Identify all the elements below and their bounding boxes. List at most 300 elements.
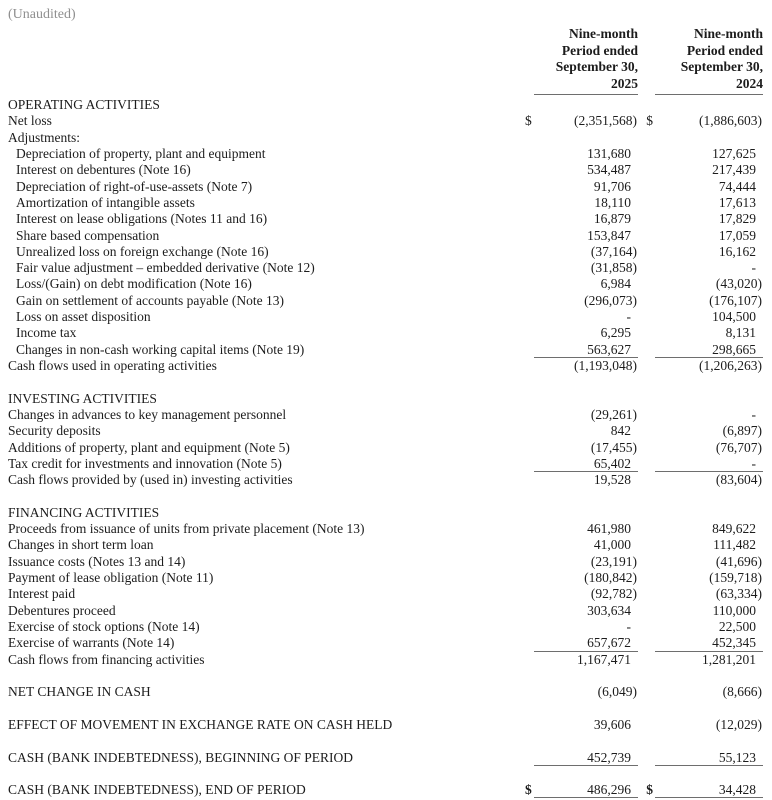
row-label: Additions of property, plant and equipment (Note 5) (8, 439, 290, 455)
value-text: (180,842) (584, 570, 637, 586)
dollar-sign-2025 (525, 211, 534, 227)
value-text: (2,351,568) (574, 113, 637, 129)
value-2024 (655, 570, 763, 586)
value-2025 (534, 342, 638, 358)
value-2025 (534, 505, 638, 521)
value-2024 (655, 146, 763, 162)
value-text: 1,281,201 (702, 651, 756, 667)
dollar-sign-2025 (525, 391, 534, 407)
column-header-line: 2024 (736, 75, 763, 91)
column-header-2024 (655, 26, 763, 95)
value-text: 1,167,471 (577, 651, 631, 667)
value-2025 (534, 244, 638, 260)
row-label: Cash flows from financing activities (8, 651, 205, 667)
dollar-sign-2025 (525, 309, 534, 325)
value-2024 (655, 391, 763, 407)
row-label: Amortization of intangible assets (16, 194, 195, 210)
table-row (8, 97, 763, 113)
table-row (8, 652, 763, 668)
row-label: CASH (BANK INDEBTEDNESS), BEGINNING OF PERIOD (8, 749, 354, 765)
value-text: (31,858) (590, 260, 637, 276)
row-label: Loss/(Gain) on debt modification (Note 16) (16, 276, 252, 292)
value-text: (176,107) (709, 292, 762, 308)
dollar-sign-2024 (638, 750, 655, 766)
value-text: - (751, 455, 756, 471)
column-header-line: Period ended (561, 42, 638, 58)
dollar-sign-2025 (525, 537, 534, 553)
dollar-sign-2025 (525, 293, 534, 309)
row-label: INVESTING ACTIVITIES (8, 390, 157, 406)
value-2024 (655, 162, 763, 178)
dollar-sign-2024 (638, 554, 655, 570)
value-2024 (655, 260, 763, 276)
spacer-row (8, 766, 763, 782)
dollar-sign-2025 (525, 162, 534, 178)
table-row (8, 293, 763, 309)
row-label: Cash flows used in operating activities (8, 358, 217, 373)
dollar-sign-2025 (525, 358, 534, 374)
dollar-sign-2024 (638, 407, 655, 423)
dollar-sign-2024 (638, 276, 655, 292)
value-2025 (534, 293, 638, 309)
dollar-sign-2025 (525, 586, 534, 602)
value-2025 (534, 391, 638, 407)
dollar-sign-2024 (638, 423, 655, 439)
value-text: (1,193,048) (574, 358, 637, 373)
dollar-sign-2024 (638, 456, 655, 472)
spacer-row (8, 489, 763, 505)
dollar-sign-2025 (525, 276, 534, 292)
row-label: Adjustments: (8, 129, 81, 145)
row-label: Share based compensation (16, 227, 160, 243)
dollar-sign-2024 (638, 146, 655, 162)
value-text: (63,334) (715, 586, 762, 602)
value-2024 (655, 619, 763, 635)
row-label: NET CHANGE IN CASH (8, 684, 151, 700)
table-row (8, 456, 763, 472)
table-row (8, 684, 763, 700)
value-text: 74,444 (718, 178, 756, 194)
dollar-sign-2025 (525, 342, 534, 358)
row-label: Net loss (8, 113, 52, 129)
value-2024 (655, 309, 763, 325)
value-text: 452,345 (712, 635, 756, 651)
row-label: FINANCING ACTIVITIES (8, 504, 160, 520)
value-2025 (534, 423, 638, 439)
table-row (8, 782, 763, 798)
value-2024 (655, 440, 763, 456)
table-row (8, 244, 763, 260)
dollar-sign-2025 (525, 130, 534, 146)
value-text: (8,666) (722, 684, 762, 700)
value-2025 (534, 554, 638, 570)
dollar-sign-2024 (638, 440, 655, 456)
value-2025 (534, 309, 638, 325)
value-text: 6,984 (600, 276, 631, 292)
value-text: - (626, 309, 631, 325)
row-label: Interest on debentures (Note 16) (16, 162, 191, 178)
value-text: (6,049) (597, 684, 637, 700)
value-text: (1,206,263) (699, 358, 762, 373)
value-2024 (655, 407, 763, 423)
dollar-sign-2025 (525, 260, 534, 276)
value-2025 (534, 603, 638, 619)
table-row (8, 179, 763, 195)
value-2024 (655, 521, 763, 537)
value-text: 17,829 (718, 211, 756, 227)
table-header (8, 26, 763, 95)
value-text: 127,625 (712, 145, 756, 161)
dollar-sign-2025 (525, 684, 534, 700)
dollar-sign-2025 (525, 750, 534, 766)
row-label: Exercise of stock options (Note 14) (8, 619, 200, 634)
value-2025 (534, 440, 638, 456)
unaudited-label: (Unaudited) (8, 7, 76, 22)
row-label: Gain on settlement of accounts payable (Note 13) (16, 292, 285, 308)
value-2025 (534, 276, 638, 292)
column-header-line: 2025 (611, 75, 638, 91)
row-label: Changes in short term loan (8, 537, 154, 553)
table-row (8, 260, 763, 276)
dollar-sign-2025 (525, 195, 534, 211)
value-2025 (534, 537, 638, 553)
dollar-sign-2024 (638, 570, 655, 586)
value-2024 (655, 537, 763, 553)
value-2025 (534, 652, 638, 668)
dollar-sign-2025 (525, 619, 534, 635)
row-label: Tax credit for investments and innovation (Note 5) (8, 455, 282, 471)
value-text: (6,897) (722, 423, 762, 439)
dollar-sign-2025: $ (525, 113, 532, 129)
dollar-sign-2024 (638, 472, 655, 488)
column-header-line: Nine-month (693, 26, 763, 41)
value-text: (12,029) (715, 716, 762, 732)
table-row (8, 635, 763, 651)
dollar-sign-2025 (525, 505, 534, 521)
table-row (8, 358, 763, 374)
dollar-sign-2024 (638, 260, 655, 276)
value-2025 (534, 113, 638, 129)
row-label: Fair value adjustment – embedded derivative (Note 12) (16, 260, 315, 276)
value-text: (43,020) (715, 276, 762, 292)
value-text: 16,879 (593, 211, 631, 227)
dollar-sign-2024 (638, 195, 655, 211)
value-2025 (534, 586, 638, 602)
dollar-sign-2025 (525, 635, 534, 651)
value-text: 486,296 (587, 782, 631, 798)
value-2024 (655, 276, 763, 292)
value-text: (1,886,603) (699, 113, 762, 129)
value-text: 657,672 (587, 635, 631, 651)
dollar-sign-2024 (638, 244, 655, 260)
table-row (8, 472, 763, 488)
row-label: Security deposits (8, 423, 101, 439)
dollar-sign-2025 (525, 179, 534, 195)
table-row (8, 717, 763, 733)
dollar-sign-2025: $ (525, 782, 532, 798)
row-label: EFFECT OF MOVEMENT IN EXCHANGE RATE ON CASH HELD (8, 716, 393, 732)
value-text: 18,110 (594, 194, 631, 210)
value-2024 (655, 586, 763, 602)
value-text: 55,123 (718, 749, 756, 765)
table-row (8, 440, 763, 456)
value-text: 452,739 (587, 749, 631, 765)
dollar-sign-2025 (525, 407, 534, 423)
value-text: - (626, 619, 631, 634)
dollar-sign-2025 (525, 440, 534, 456)
dollar-sign-2025 (525, 325, 534, 341)
dollar-sign-2024 (638, 293, 655, 309)
row-label: Payment of lease obligation (Note 11) (8, 570, 214, 586)
value-2025 (534, 782, 638, 798)
value-text: (92,782) (590, 586, 637, 602)
spacer-row (8, 374, 763, 390)
dollar-sign-2024 (638, 537, 655, 553)
value-2024 (655, 293, 763, 309)
row-label: Loss on asset disposition (16, 309, 151, 325)
table-row (8, 505, 763, 521)
value-2025 (534, 750, 638, 766)
value-text: (83,604) (715, 472, 762, 488)
table-row (8, 113, 763, 129)
value-text: 6,295 (600, 325, 631, 341)
value-text: 842 (610, 423, 631, 439)
value-text: (41,696) (715, 553, 762, 569)
value-text: 563,627 (587, 341, 631, 357)
table-row (8, 309, 763, 325)
table-row (8, 228, 763, 244)
row-label: Exercise of warrants (Note 14) (8, 635, 175, 651)
value-text: 104,500 (712, 309, 756, 325)
value-text: 17,059 (718, 227, 756, 243)
value-text: 19,528 (593, 472, 631, 488)
dollar-sign-2024 (638, 603, 655, 619)
row-label: Depreciation of property, plant and equipment (16, 145, 266, 161)
table-row (8, 423, 763, 439)
value-text: 111,482 (713, 537, 756, 553)
value-2024 (655, 97, 763, 113)
value-2025 (534, 179, 638, 195)
value-2024 (655, 358, 763, 374)
dollar-sign-2024 (638, 521, 655, 537)
value-2024 (655, 228, 763, 244)
table-row (8, 619, 763, 635)
value-2024 (655, 554, 763, 570)
column-header-line: September 30, (555, 59, 638, 74)
table-row (8, 276, 763, 292)
dollar-sign-2024: $ (646, 113, 653, 129)
value-text: 131,680 (587, 145, 631, 161)
dollar-sign-2025 (525, 456, 534, 472)
value-2024 (655, 211, 763, 227)
table-row (8, 342, 763, 358)
dollar-sign-2024 (638, 162, 655, 178)
dollar-sign-2024 (638, 342, 655, 358)
value-text: (17,455) (590, 439, 637, 455)
column-header-2025 (534, 26, 638, 95)
row-label: OPERATING ACTIVITIES (8, 97, 160, 112)
spacer-row (8, 668, 763, 684)
value-text: 534,487 (587, 162, 631, 178)
dollar-sign-2025 (525, 244, 534, 260)
value-2025 (534, 684, 638, 700)
dollar-sign-2024 (638, 505, 655, 521)
row-label: Changes in advances to key management personnel (8, 406, 287, 422)
value-text: (76,707) (715, 439, 762, 455)
value-text: - (751, 260, 756, 276)
value-text: 41,000 (593, 537, 631, 553)
value-2025 (534, 521, 638, 537)
table-row (8, 750, 763, 766)
dollar-sign-2024 (638, 684, 655, 700)
table-row (8, 537, 763, 553)
row-label: Unrealized loss on foreign exchange (Note 16) (16, 243, 269, 259)
value-text: 91,706 (593, 178, 631, 194)
value-2025 (534, 407, 638, 423)
value-2024 (655, 635, 763, 651)
dollar-sign-2024 (638, 179, 655, 195)
value-2024 (655, 195, 763, 211)
row-label: Cash flows provided by (used in) investing activities (8, 472, 293, 488)
value-2024 (655, 750, 763, 766)
value-2024 (655, 456, 763, 472)
value-text: 17,613 (718, 194, 756, 210)
row-label: Proceeds from issuance of units from private placement (Note 13) (8, 521, 365, 537)
value-2024 (655, 472, 763, 488)
value-text: 34,428 (718, 782, 756, 798)
value-text: (29,261) (590, 406, 637, 422)
dollar-sign-2025 (525, 554, 534, 570)
column-header-line: Nine-month (568, 26, 638, 41)
value-text: 298,665 (712, 341, 756, 357)
dollar-sign-2024: $ (646, 782, 653, 798)
spacer-row (8, 701, 763, 717)
value-2024 (655, 179, 763, 195)
dollar-sign-2024 (638, 97, 655, 113)
value-2025 (534, 619, 638, 635)
value-2024 (655, 342, 763, 358)
value-2025 (534, 130, 638, 146)
row-label: Changes in non-cash working capital items (Note 19) (16, 341, 305, 357)
dollar-sign-2024 (638, 309, 655, 325)
table-row (8, 570, 763, 586)
dollar-sign-2025 (525, 228, 534, 244)
value-2025 (534, 358, 638, 374)
value-2024 (655, 603, 763, 619)
statement-rows (8, 97, 763, 798)
row-label: Interest paid (8, 586, 76, 602)
value-text: (296,073) (584, 292, 637, 308)
spacer-row (8, 733, 763, 749)
value-2025 (534, 146, 638, 162)
value-2025 (534, 211, 638, 227)
row-label: Issuance costs (Notes 13 and 14) (8, 553, 186, 569)
dollar-sign-2025 (525, 570, 534, 586)
row-label: CASH (BANK INDEBTEDNESS), END OF PERIOD (8, 782, 306, 798)
value-text: 16,162 (718, 243, 756, 259)
value-2025 (534, 717, 638, 733)
table-row (8, 162, 763, 178)
value-2024 (655, 652, 763, 668)
table-row (8, 603, 763, 619)
value-2024 (655, 325, 763, 341)
table-row (8, 521, 763, 537)
value-text: - (751, 406, 756, 422)
table-row (8, 586, 763, 602)
dollar-sign-2025 (525, 423, 534, 439)
value-2025 (534, 228, 638, 244)
table-row (8, 407, 763, 423)
value-2025 (534, 162, 638, 178)
dollar-sign-2025 (525, 717, 534, 733)
value-2025 (534, 570, 638, 586)
value-text: 153,847 (587, 227, 631, 243)
value-2024 (655, 244, 763, 260)
value-2024 (655, 113, 763, 129)
value-text: (37,164) (590, 243, 637, 259)
value-text: 110,000 (712, 602, 756, 618)
column-header-line: Period ended (686, 42, 763, 58)
dollar-sign-2024 (638, 619, 655, 635)
dollar-sign-2025 (525, 521, 534, 537)
value-text: 461,980 (587, 521, 631, 537)
table-row (8, 325, 763, 341)
value-text: 303,634 (587, 602, 631, 618)
table-row (8, 195, 763, 211)
dollar-sign-2024 (638, 130, 655, 146)
value-2024 (655, 717, 763, 733)
value-text: 22,500 (718, 619, 756, 634)
value-2025 (534, 635, 638, 651)
value-2024 (655, 423, 763, 439)
column-header-line: September 30, (680, 59, 763, 74)
dollar-sign-2024 (638, 358, 655, 374)
value-text: 8,131 (725, 325, 756, 341)
dollar-sign-2024 (638, 586, 655, 602)
value-text: 39,606 (593, 716, 631, 732)
dollar-sign-2024 (638, 228, 655, 244)
value-2024 (655, 130, 763, 146)
value-2024 (655, 782, 763, 798)
table-row (8, 146, 763, 162)
table-row (8, 130, 763, 146)
dollar-sign-2025 (525, 652, 534, 668)
value-2025 (534, 260, 638, 276)
value-2025 (534, 456, 638, 472)
value-2024 (655, 684, 763, 700)
value-2025 (534, 325, 638, 341)
value-text: 65,402 (593, 455, 631, 471)
dollar-sign-2024 (638, 652, 655, 668)
value-2025 (534, 472, 638, 488)
table-row (8, 391, 763, 407)
value-text: 849,622 (712, 521, 756, 537)
row-label: Depreciation of right-of-use-assets (Note 7) (16, 178, 253, 194)
value-2025 (534, 97, 638, 113)
table-row (8, 554, 763, 570)
value-text: 217,439 (712, 162, 756, 178)
row-label: Debentures proceed (8, 602, 116, 618)
dollar-sign-2024 (638, 391, 655, 407)
dollar-sign-2024 (638, 211, 655, 227)
dollar-sign-2024 (638, 635, 655, 651)
row-label: Interest on lease obligations (Notes 11 and 16) (16, 211, 268, 227)
dollar-sign-2025 (525, 97, 534, 113)
table-row (8, 211, 763, 227)
dollar-sign-2025 (525, 603, 534, 619)
dollar-sign-2025 (525, 472, 534, 488)
value-2024 (655, 505, 763, 521)
